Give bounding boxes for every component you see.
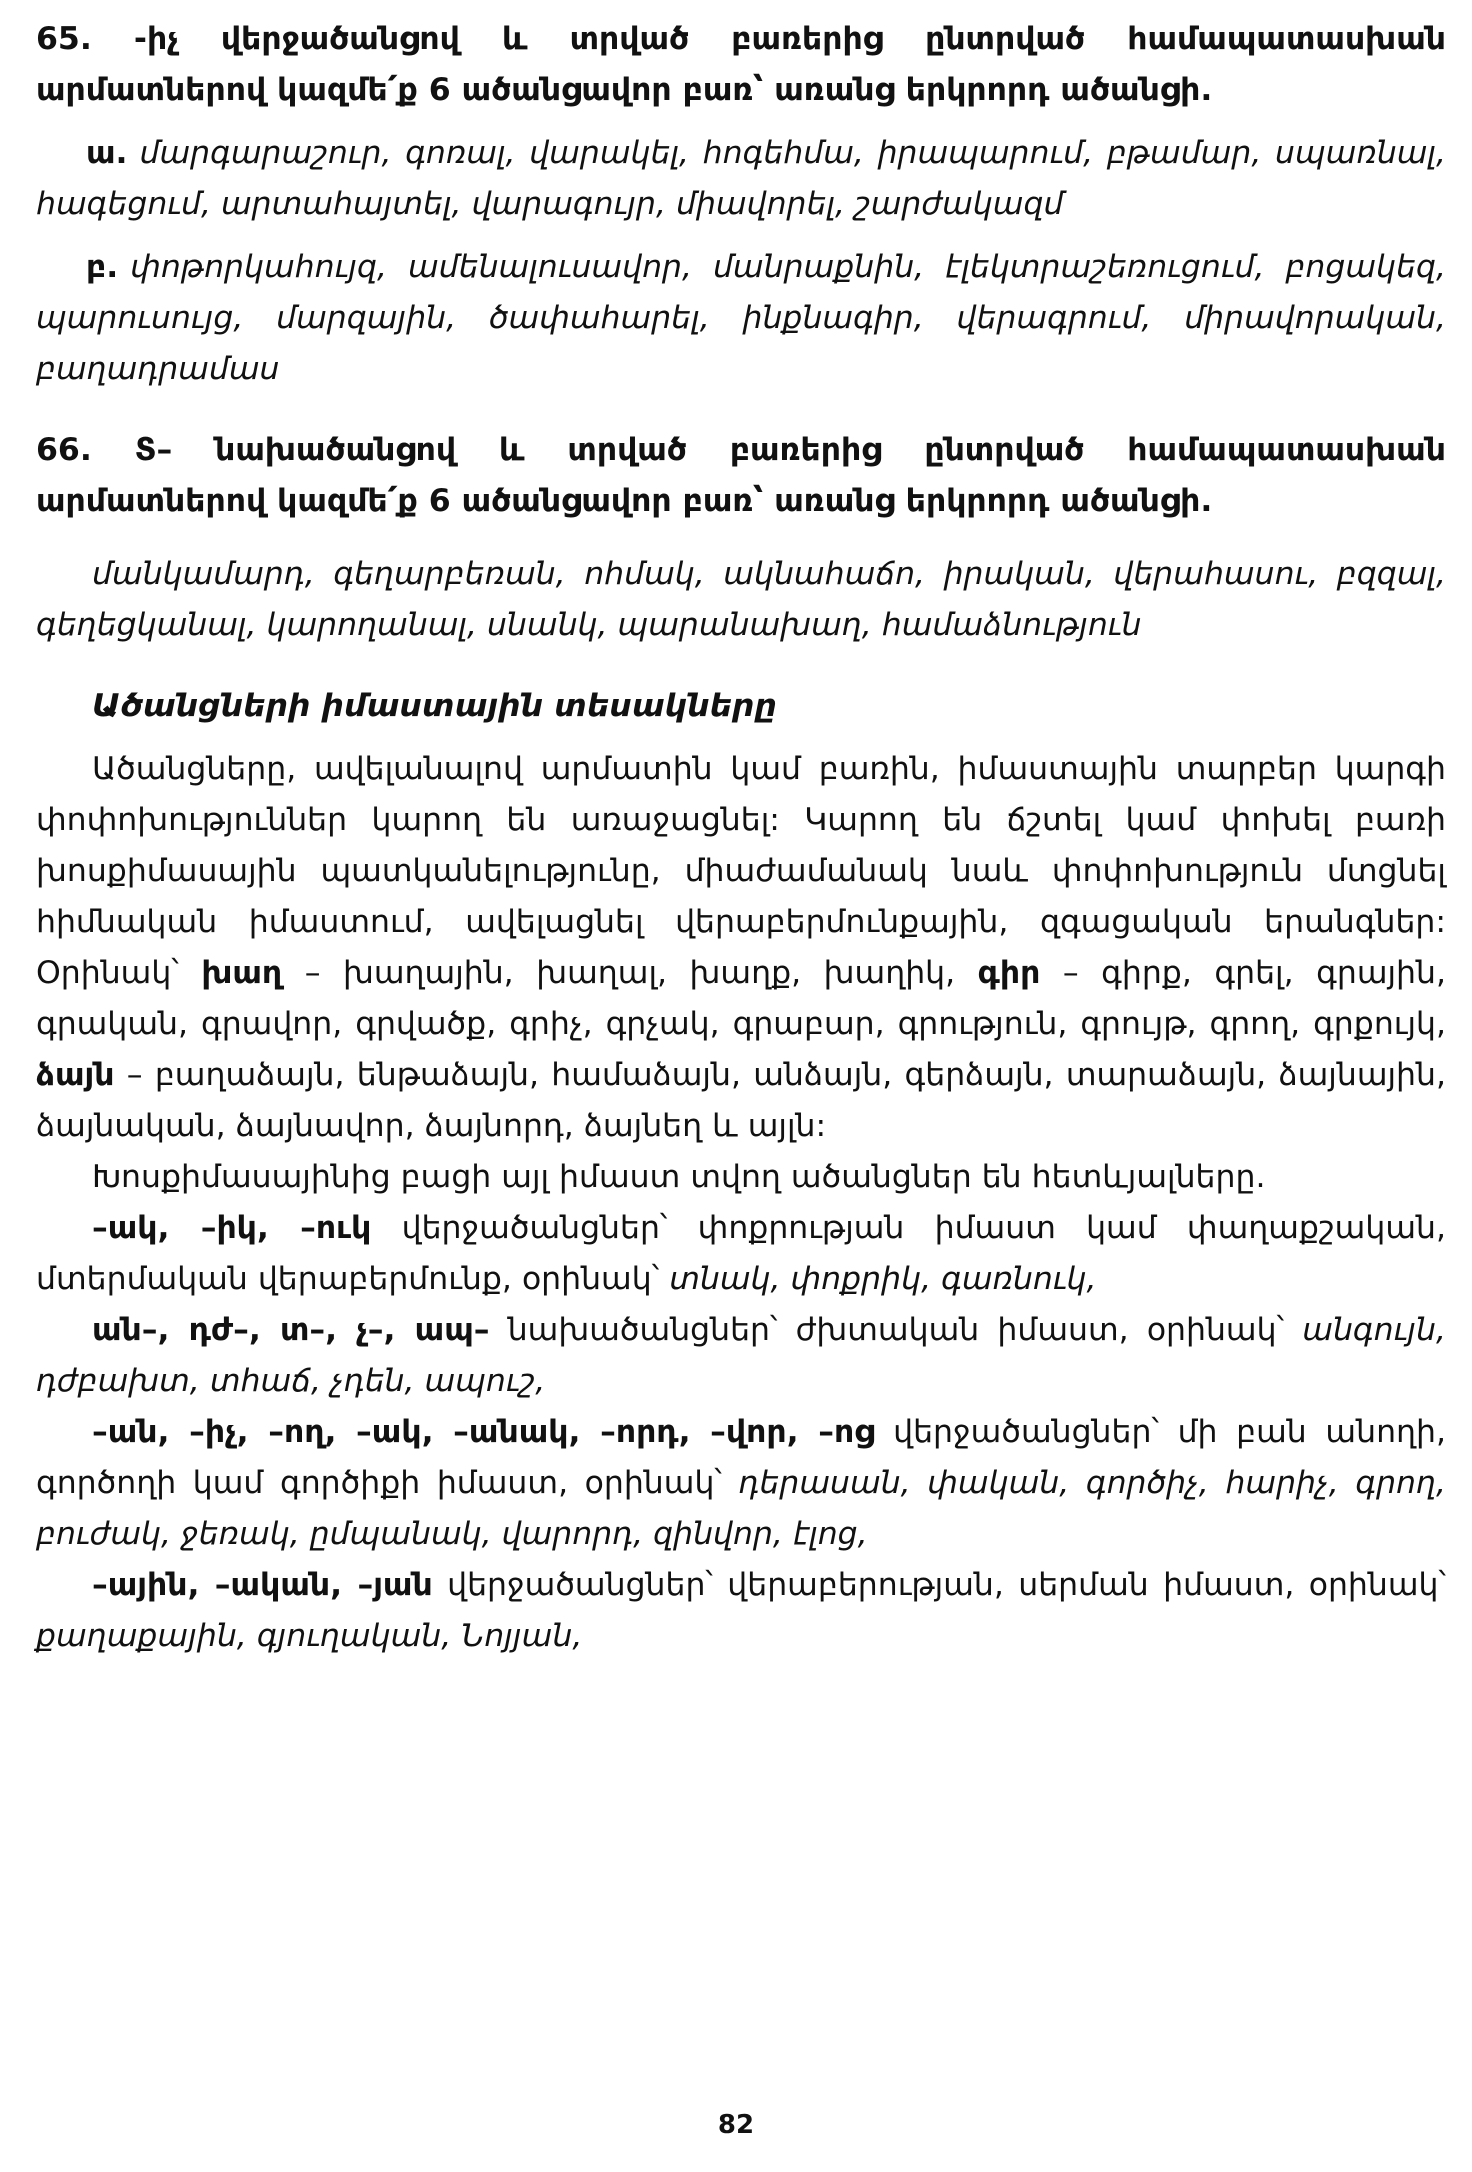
exercise-65-number: 65. xyxy=(36,21,92,57)
section-paragraph-6: –ային, –ական, –յան վերջածանցներ՝ վերաբերության, սերման իմաստ, օրինակ՝ քաղաքային, գյուղական, Նոյյան, xyxy=(36,1567,1446,1654)
example-root-dzayn: ձայն xyxy=(36,1057,115,1093)
page-number: 82 xyxy=(717,2110,755,2140)
option-a-words: մարգարաշուր, գոռալ, վարակել, հոգեհմա, իրապարում, բթամար, սպառնալ, հագեցում, արտահայտել, վարագույր, միավորել, շարժակազմ xyxy=(36,135,1446,222)
option-a-label: ա. xyxy=(86,135,128,171)
suffix-list-diminutive: –ակ, –իկ, –ուկ xyxy=(92,1210,372,1246)
example-root-khagh: խաղ xyxy=(201,955,283,991)
exercise-65-prompt: 65. -իչ վերջածանցով և տրված բառերից ընտրված համապատասխան արմատներով կազմե՛ք 6 ածանցավոր բառ՝ առանց երկրորդ ածանցի. xyxy=(36,21,1446,108)
examples-negative: անգույն, դժբախտ, տհաճ, չդեն, ապուշ, xyxy=(36,1312,1447,1399)
exercise-65-option-b xyxy=(36,242,1446,395)
examples-diminutive: տնակ, փոքրիկ, գառնուկ, xyxy=(669,1261,1097,1297)
suffix-list-relation: –ային, –ական, –յան xyxy=(92,1567,433,1603)
section-paragraph-4: ան–, դժ–, տ–, չ–, ապ– նախածանցներ՝ ժխտական իմաստ, օրինակ՝ անգույն, դժբախտ, տհաճ, չդեն, ապուշ, xyxy=(36,1312,1447,1399)
document-page xyxy=(36,0,1446,1662)
exercise-66-number: 66. xyxy=(36,432,92,468)
exercise-66-prompt: 66. Տ– նախածանցով և տրված բառերից ընտրված համապատասխան արմատներով կազմե՛ք 6 ածանցավոր բառ՝ առանց երկրորդ ածանցի. xyxy=(36,432,1446,519)
prefix-list-negative: ան–, դժ–, տ–, չ–, ապ– xyxy=(92,1312,490,1348)
section-paragraph-3: –ակ, –իկ, –ուկ վերջածանցներ՝ փոքրության իմաստ կամ փաղաքշական, մտերմական վերաբերմունք, օրինակ՝ տնակ, փոքրիկ, գառնուկ, xyxy=(36,1210,1446,1297)
exercise-65-option-a xyxy=(36,128,1446,230)
suffix-list-agent: –ան, –իչ, –ող, –ակ, –անակ, –որդ, –վոր, –ոց xyxy=(92,1414,875,1450)
section-paragraph-5: –ան, –իչ, –ող, –ակ, –անակ, –որդ, –վոր, –ոց վերջածանցներ՝ մի բան անողի, գործողի կամ գործիքի իմաստ, օրինակ՝ դերասան, փական, գործիչ, հարիչ, գրող, բուժակ, ջեռակ, ըմպանակ, վարորդ, զինվոր, էլոց, xyxy=(36,1414,1446,1552)
section-heading: Ածանցների իմաստային տեսակները xyxy=(92,688,777,724)
section-paragraph-1: Ածանցները, ավելանալով արմատին կամ բառին, իմաստային տարբեր կարգի փոփոխություններ կարող են առաջացնել: Կարող են ճշտել կամ փոխել բառի խոսքիմասային պատկանելությունը, միաժամանակ նաև փոփոխություն մտցնել հիմնական իմաստում, ավելացնել վերաբերմունքային, զգացական երանգներ: Օրինակ՝ խաղ – խաղային, խաղալ, խաղք, խաղիկ, գիր – գիրք, գրել, գրային, գրական, գրավոր, գրվածք, գրիչ, գրչակ, գրաբար, գրություն, գրույթ, գրող, գրքույկ, ձայն – բաղաձայն, ենթաձայն, համաձայն, անձայն, գերձայն, տարաձայն, ձայնային, ձայնական, ձայնավոր, ձայնորդ, ձայնեղ և այլն: xyxy=(36,751,1446,1144)
option-b-label: բ. xyxy=(86,249,119,285)
example-root-gir: գիր xyxy=(977,955,1041,991)
exercise-66-words: մանկամարդ, գեղարբեռան, ոհմակ, ակնահաճո, իրական, վերահասու, բզզալ, գեղեցկանալ, կարողանալ, սնանկ, պարանախաղ, համաձնություն xyxy=(36,556,1446,643)
section-paragraph-2: Խոսքիմասայինից բացի այլ իմաստ տվող ածանցներ են հետևյալները. xyxy=(92,1159,1266,1195)
option-b-words: փոթորկահույզ, ամենալուսավոր, մանրաքնին, էլեկտրաշեռուցում, բոցակեզ, պարուսույց, մարզային, ծափահարել, ինքնագիր, վերագրում, միրավորական, բաղադրամաս xyxy=(36,249,1446,387)
examples-agent: դերասան, փական, գործիչ, հարիչ, գրող, բուժակ, ջեռակ, ըմպանակ, վարորդ, զինվոր, էլոց, xyxy=(36,1465,1446,1552)
examples-relation: քաղաքային, գյուղական, Նոյյան, xyxy=(36,1618,583,1654)
